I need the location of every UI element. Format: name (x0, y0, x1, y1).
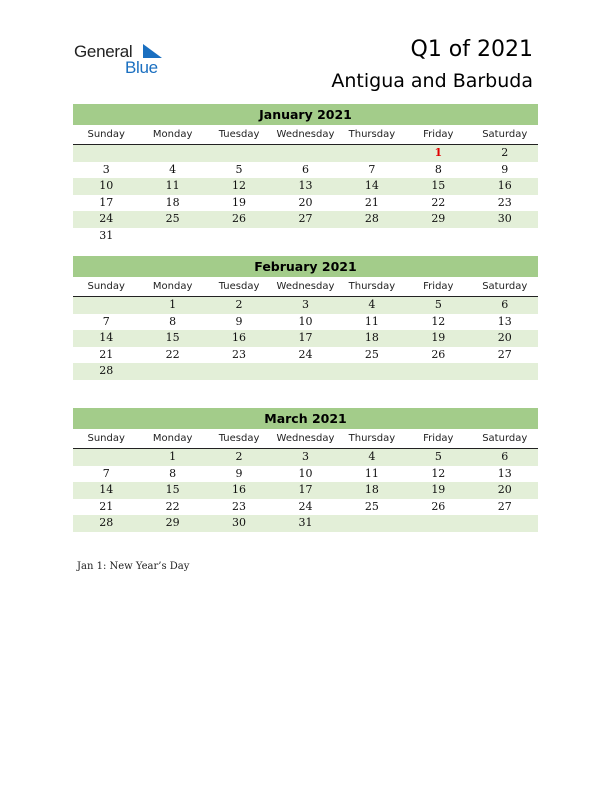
date-cell: 19 (232, 195, 247, 209)
date-cell (339, 515, 405, 532)
date-cell: 12 (431, 314, 446, 328)
date-cell: 23 (232, 347, 247, 361)
date-cell: 2 (235, 298, 243, 311)
date-cell: 13 (497, 314, 512, 328)
date-cell: 14 (99, 331, 114, 344)
logo-flag-icon (140, 43, 164, 59)
date-cell: 1 (169, 298, 177, 311)
date-cell: 7 (102, 314, 110, 328)
logo-text-blue: Blue (125, 58, 158, 77)
date-cell: 29 (431, 212, 446, 225)
week-row (73, 515, 538, 532)
month-title: February 2021 (73, 256, 538, 277)
date-cell: 13 (497, 466, 512, 480)
date-cell: 25 (364, 347, 379, 361)
date-cell: 22 (165, 499, 180, 513)
date-cell: 14 (364, 179, 379, 192)
date-cell: 24 (298, 499, 313, 513)
date-cell: 13 (298, 179, 313, 192)
date-cell (339, 363, 405, 380)
date-cell: 7 (368, 162, 376, 176)
date-cell: 29 (165, 516, 180, 529)
date-cell: 11 (364, 314, 379, 328)
weekday-label: Sunday (87, 433, 125, 444)
week-row (73, 466, 538, 483)
date-cell: 9 (235, 466, 243, 480)
week-row (73, 449, 538, 466)
week-row (73, 211, 538, 228)
date-cell (405, 228, 471, 245)
weekday-label: Wednesday (276, 129, 335, 140)
date-cell: 4 (368, 298, 376, 311)
date-cell: 30 (497, 212, 512, 225)
date-cell: 2 (501, 146, 509, 159)
date-cell (73, 449, 139, 466)
date-cell: 31 (298, 516, 313, 529)
date-cell: 10 (298, 314, 313, 328)
date-cell: 17 (298, 331, 313, 344)
date-cell: 16 (232, 331, 247, 344)
date-cell (139, 145, 205, 162)
date-cell (405, 515, 471, 532)
date-cell (339, 145, 405, 162)
date-cell: 28 (99, 516, 114, 529)
weekday-label: Friday (423, 281, 454, 292)
date-cell: 20 (298, 195, 313, 209)
weekday-label: Saturday (482, 433, 528, 444)
date-cell: 8 (169, 466, 177, 480)
date-cell: 12 (232, 179, 247, 192)
date-cell: 8 (434, 162, 442, 176)
date-cell: 12 (431, 466, 446, 480)
date-cell: 9 (501, 162, 509, 176)
date-cell: 20 (497, 331, 512, 344)
date-cell: 24 (298, 347, 313, 361)
date-cell: 25 (364, 499, 379, 513)
holiday-date-cell: 1 (434, 146, 443, 159)
date-cell: 27 (298, 212, 313, 225)
weekday-label: Tuesday (218, 433, 260, 444)
date-cell: 3 (301, 298, 309, 311)
date-cell: 24 (99, 212, 114, 225)
holiday-note: Jan 1: New Year’s Day (77, 561, 190, 572)
date-cell (206, 145, 272, 162)
date-cell: 31 (99, 228, 114, 242)
weekday-label: Wednesday (276, 281, 335, 292)
date-cell: 6 (501, 298, 509, 311)
date-cell (272, 145, 338, 162)
date-cell: 30 (232, 516, 247, 529)
date-cell: 27 (497, 499, 512, 513)
week-row (73, 347, 538, 364)
month-calendar (73, 408, 538, 532)
date-cell: 2 (235, 450, 243, 463)
page-subtitle: Antigua and Barbuda (331, 70, 533, 92)
date-cell (272, 363, 338, 380)
week-row (73, 195, 538, 212)
date-cell: 5 (434, 450, 442, 463)
date-cell: 17 (298, 483, 313, 496)
week-row (73, 314, 538, 331)
month-calendar (73, 104, 538, 244)
week-row (73, 178, 538, 195)
week-row (73, 228, 538, 245)
date-cell: 16 (497, 179, 512, 192)
week-row (73, 145, 538, 162)
date-cell: 18 (364, 483, 379, 496)
date-cell: 5 (434, 298, 442, 311)
date-cell (206, 228, 272, 245)
date-cell: 18 (165, 195, 180, 209)
date-cell: 4 (368, 450, 376, 463)
date-cell: 8 (169, 314, 177, 328)
weekday-label: Thursday (348, 433, 396, 444)
date-cell: 20 (497, 483, 512, 496)
weekday-label: Friday (423, 129, 454, 140)
date-cell: 23 (232, 499, 247, 513)
weekday-label: Thursday (348, 281, 396, 292)
weekday-header-row (73, 429, 538, 449)
weekday-label: Monday (152, 433, 193, 444)
weekday-header-row (73, 125, 538, 145)
date-cell (73, 145, 139, 162)
date-cell (472, 363, 538, 380)
date-cell: 16 (232, 483, 247, 496)
week-row (73, 162, 538, 179)
date-cell: 6 (301, 162, 309, 176)
date-cell (73, 297, 139, 314)
week-row (73, 297, 538, 314)
date-cell (472, 515, 538, 532)
date-cell: 3 (102, 162, 110, 176)
date-cell: 17 (99, 195, 114, 209)
date-cell: 11 (165, 179, 180, 192)
date-cell (139, 363, 205, 380)
date-cell: 6 (501, 450, 509, 463)
weekday-label: Monday (152, 281, 193, 292)
date-cell: 28 (364, 212, 379, 225)
date-cell: 21 (364, 195, 379, 209)
month-calendar (73, 256, 538, 380)
date-cell: 18 (364, 331, 379, 344)
date-cell: 28 (99, 364, 114, 377)
date-cell: 23 (497, 195, 512, 209)
weekday-label: Tuesday (218, 281, 260, 292)
date-cell: 26 (232, 212, 247, 225)
date-cell (405, 363, 471, 380)
date-cell (206, 363, 272, 380)
date-cell: 11 (364, 466, 379, 480)
date-cell: 22 (165, 347, 180, 361)
date-cell: 7 (102, 466, 110, 480)
date-cell: 10 (99, 179, 114, 192)
page-title: Q1 of 2021 (410, 37, 533, 62)
date-cell: 27 (497, 347, 512, 361)
weekday-label: Friday (423, 433, 454, 444)
week-row (73, 330, 538, 347)
date-cell: 26 (431, 499, 446, 513)
date-cell: 21 (99, 499, 114, 513)
weekday-header-row (73, 277, 538, 297)
logo-text-general: General (74, 42, 133, 61)
holiday-notes (77, 561, 189, 572)
date-cell: 21 (99, 347, 114, 361)
weekday-label: Sunday (87, 129, 125, 140)
month-title: March 2021 (73, 408, 538, 429)
date-cell: 15 (165, 331, 180, 344)
date-cell: 25 (165, 212, 180, 225)
date-cell: 26 (431, 347, 446, 361)
date-cell: 1 (169, 450, 177, 463)
date-cell (139, 228, 205, 245)
date-cell: 14 (99, 483, 114, 496)
date-cell: 10 (298, 466, 313, 480)
weekday-label: Sunday (87, 281, 125, 292)
date-cell: 3 (301, 450, 309, 463)
date-cell: 19 (431, 483, 446, 496)
date-cell (272, 228, 338, 245)
date-cell (339, 228, 405, 245)
date-cell: 15 (165, 483, 180, 496)
generalblue-logo (74, 42, 174, 78)
week-row (73, 499, 538, 516)
month-title: January 2021 (73, 104, 538, 125)
weekday-label: Saturday (482, 129, 528, 140)
date-cell (472, 228, 538, 245)
weekday-label: Thursday (348, 129, 396, 140)
week-row (73, 482, 538, 499)
date-cell: 9 (235, 314, 243, 328)
weekday-label: Saturday (482, 281, 528, 292)
weekday-label: Monday (152, 129, 193, 140)
date-cell: 19 (431, 331, 446, 344)
date-cell: 22 (431, 195, 446, 209)
weekday-label: Wednesday (276, 433, 335, 444)
date-cell: 5 (235, 162, 243, 176)
week-row (73, 363, 538, 380)
date-cell: 4 (169, 162, 177, 176)
weekday-label: Tuesday (218, 129, 260, 140)
date-cell: 15 (431, 179, 446, 192)
